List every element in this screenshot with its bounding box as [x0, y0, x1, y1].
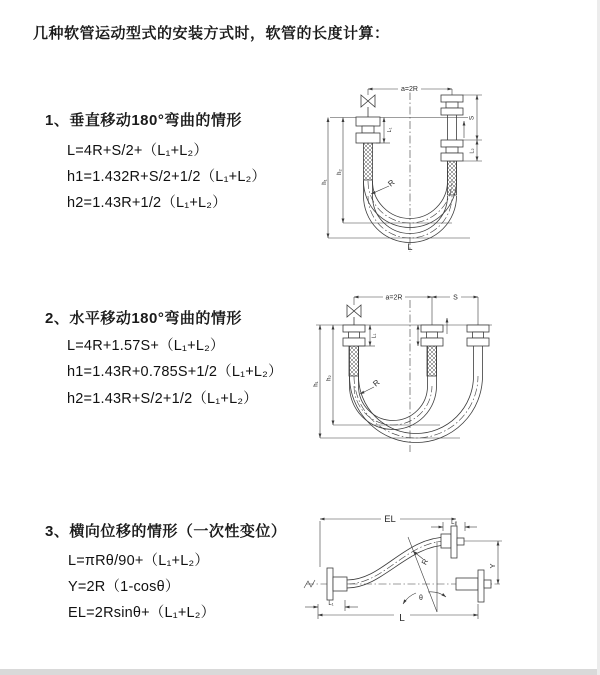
braided-hose — [364, 143, 373, 180]
page-edge-shadow-bottom — [0, 669, 600, 675]
dimension-lines — [320, 294, 478, 438]
dim-label-el: EL — [384, 514, 396, 525]
dim-label-l1: L₁ — [387, 127, 393, 133]
formula-line: L=4R+1.57S+（L₁+L₂） — [67, 338, 225, 354]
dim-label-span: a=2R — [385, 294, 403, 302]
dim-label-s: S — [468, 115, 476, 121]
dimension-lines — [305, 519, 502, 619]
braided-hose — [427, 346, 437, 376]
dim-label-s: S — [453, 294, 458, 302]
formula-line: EL=2Rsinθ+（L₁+L₂） — [68, 605, 216, 621]
formula-line: L=πRθ/90+（L₁+L₂） — [68, 553, 210, 569]
braided-hose — [448, 161, 457, 195]
diagram-lateral-displacement — [300, 505, 585, 653]
dim-label-h2: h₂ — [326, 375, 333, 381]
dim-label-h1: h₁ — [313, 381, 320, 387]
radius-leader-arrow — [360, 387, 374, 394]
formula-line: h2=1.43R+S/2+1/2（L₁+L₂） — [67, 391, 258, 407]
section-3-heading: 3、横向位移的情形（一次性变位） — [45, 523, 287, 540]
flange-fittings — [343, 325, 489, 346]
hose-drawing-2 — [314, 294, 493, 453]
section-2-heading: 2、水平移动180°弯曲的情形 — [45, 310, 242, 327]
dim-label-y: Y — [488, 563, 497, 569]
angle-arrow — [403, 593, 416, 604]
hose-drawing-1 — [322, 86, 482, 253]
length-label: L — [399, 613, 405, 624]
length-label: L — [407, 242, 413, 252]
hose-drawing-3 — [304, 514, 502, 625]
valve-icon — [347, 305, 361, 317]
formula-line: Y=2R（1-cosθ） — [68, 579, 180, 595]
dim-label-l2: L₂ — [469, 148, 476, 154]
formula-line: L=4R+S/2+（L₁+L₂） — [67, 143, 209, 159]
diagram-horizontal-bend — [310, 286, 555, 458]
dim-label-h2: h₂ — [337, 169, 343, 175]
flange-fittings — [327, 526, 491, 602]
braided-hose — [349, 346, 359, 376]
radius-label: R — [386, 177, 397, 189]
dim-label-h1: h₁ — [322, 179, 328, 185]
formula-line: h2=1.43R+1/2（L₁+L₂） — [67, 195, 227, 211]
radius-label: R — [371, 377, 382, 389]
diagram-vertical-bend — [312, 80, 552, 255]
section-1-heading: 1、垂直移动180°弯曲的情形 — [45, 112, 242, 129]
dim-label-l1: L₁ — [328, 601, 334, 607]
valve-icon — [361, 95, 375, 107]
angle-label: θ — [419, 595, 423, 602]
dim-label-l2: L₂ — [451, 520, 457, 526]
dim-label-l1: L₁ — [371, 333, 378, 339]
formula-line: h1=1.432R+S/2+1/2（L₁+L₂） — [67, 169, 267, 185]
radius-label: R — [419, 557, 431, 567]
page-title: 几种软管运动型式的安装方式时，软管的长度计算： — [33, 25, 390, 42]
dim-label-span: a=2R — [401, 86, 418, 93]
formula-line: h1=1.43R+0.785S+1/2（L₁+L₂） — [67, 364, 283, 380]
